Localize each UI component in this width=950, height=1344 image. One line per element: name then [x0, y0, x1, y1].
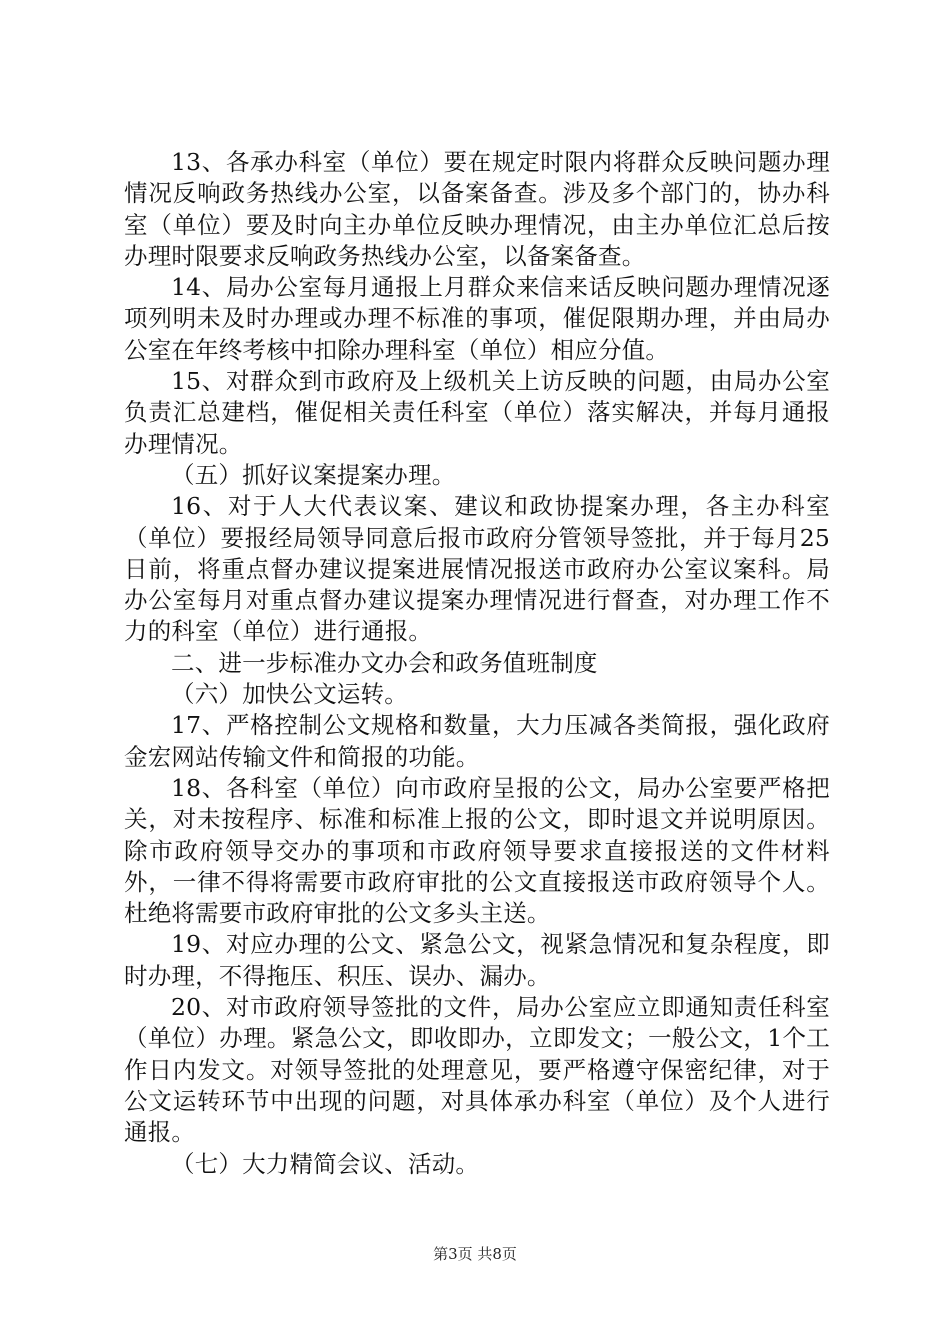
subheading-six: （六）加快公文运转。 — [171, 680, 408, 709]
section-heading-two: 二、进一步标准办文办会和政务值班制度 — [171, 648, 598, 677]
paragraph-item-19: 19、对应办理的公文、紧急公文，视紧急情况和复杂程度，即时办理，不得拖压、积压、误办、漏办。 — [124, 930, 830, 990]
page-footer: 第3页 共8页 — [433, 1245, 517, 1263]
paragraph-item-20: 20、对市政府领导签批的文件，局办公室应立即通知责任科室（单位）办理。紧急公文，即收即办，立即发文；一般公文，1个工作日内发文。对领导签批的处理意见，要严格遵守保密纪律，对于公文运转环节中出现的问题，对具体承办科室（单位）及个人进行通报。 — [124, 993, 830, 1147]
paragraph-item-13: 13、各承办科室（单位）要在规定时限内将群众反映问题办理情况反响政务热线办公室，以备案备查。涉及多个部门的，协办科室（单位）要及时向主办单位反映办理情况，由主办单位汇总后按办理时限要求反响政务热线办公室，以备案备查。 — [124, 148, 830, 270]
paragraph-item-17: 17、严格控制公文规格和数量，大力压减各类简报，强化政府金宏网站传输文件和简报的功能。 — [124, 711, 830, 771]
document-body — [124, 147, 830, 1180]
paragraph-item-16: 16、对于人大代表议案、建议和政协提案办理，各主办科室（单位）要报经局领导同意后报市政府分管领导签批，并于每月25日前，将重点督办建议提案进展情况报送市政府办公室议案科。局办公室每月对重点督办建议提案办理情况进行督查，对办理工作不力的科室（单位）进行通报。 — [124, 492, 830, 646]
subheading-seven: （七）大力精简会议、活动。 — [171, 1149, 480, 1178]
paragraph-item-18: 18、各科室（单位）向市政府呈报的公文，局办公室要严格把关，对未按程序、标准和标准上报的公文，即时退文并说明原因。除市政府领导交办的事项和市政府领导要求直接报送的文件材料外，一律不得将需要市政府审批的公文直接报送市政府领导个人。杜绝将需要市政府审批的公文多头主送。 — [124, 773, 830, 928]
paragraph-item-14: 14、局办公室每月通报上月群众来信来话反映问题办理情况逐项列明未及时办理或办理不标准的事项，催促限期办理，并由局办公室在年终考核中扣除办理科室（单位）相应分值。 — [124, 273, 830, 364]
paragraph-item-15: 15、对群众到市政府及上级机关上访反映的问题，由局办公室负责汇总建档，催促相关责任科室（单位）落实解决，并每月通报办理情况。 — [124, 367, 830, 458]
subheading-five: （五）抓好议案提案办理。 — [171, 460, 456, 489]
